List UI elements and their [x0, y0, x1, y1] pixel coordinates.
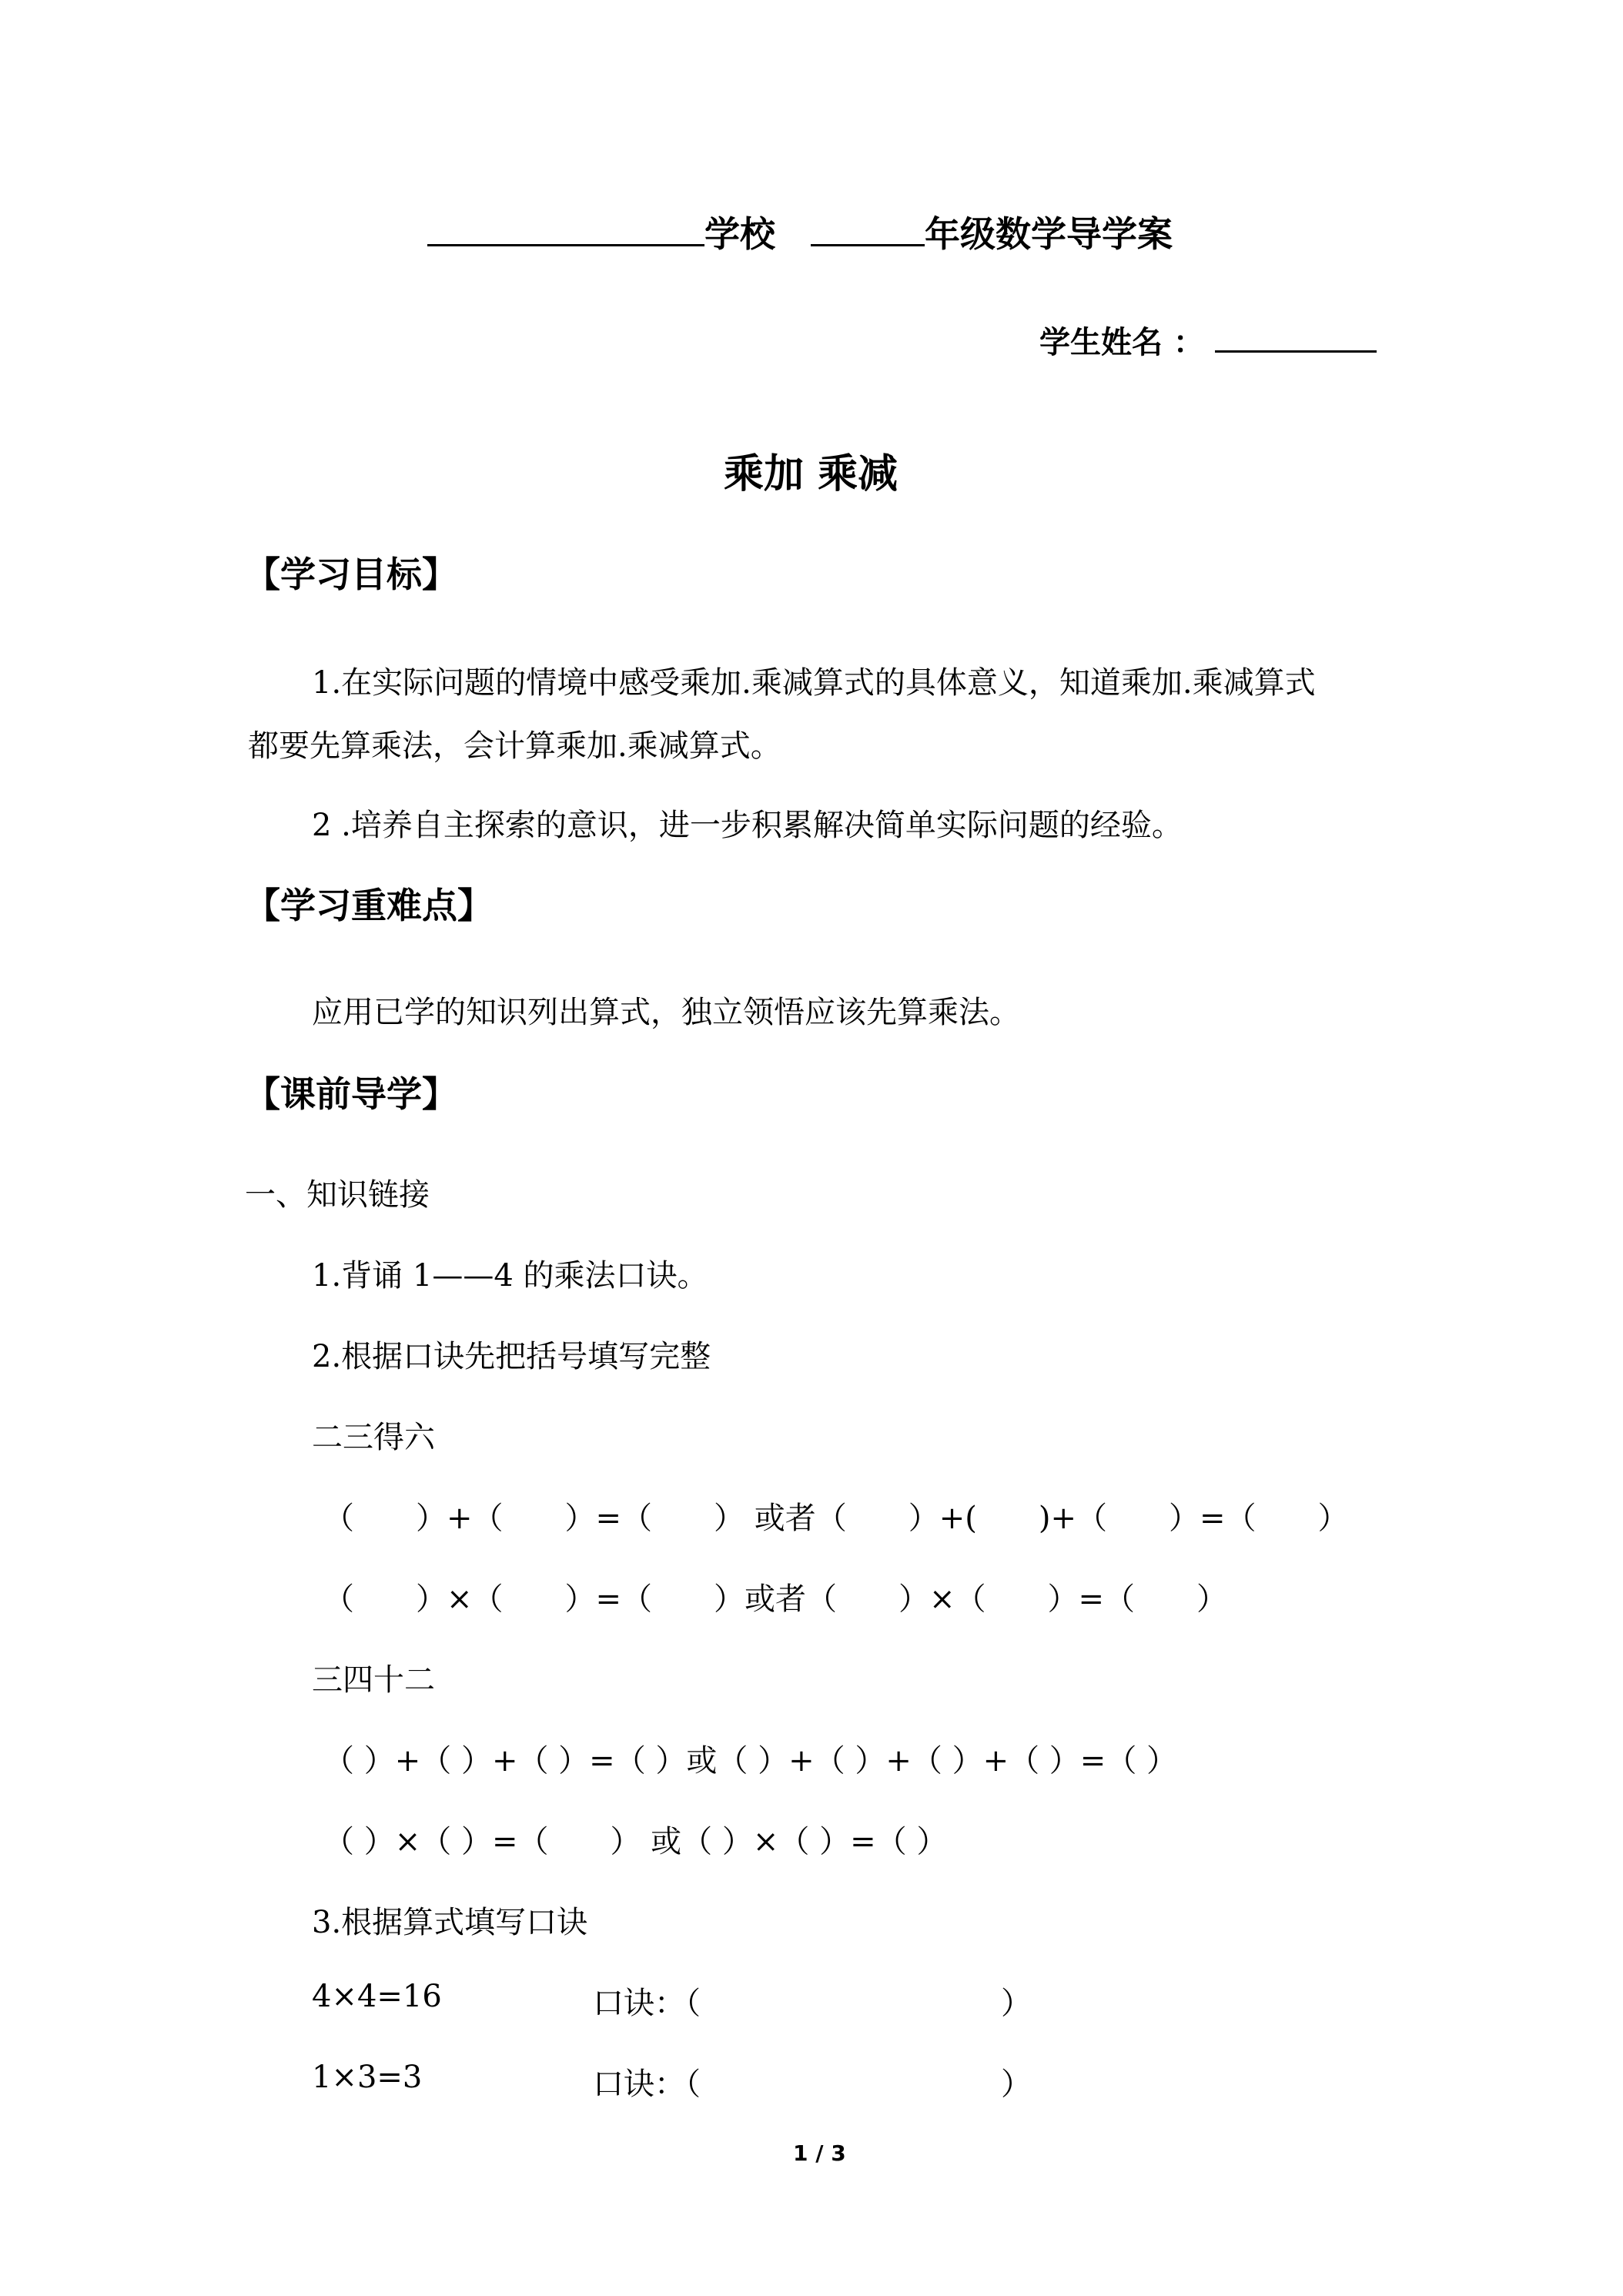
preview-heading: 【课前导学】: [245, 1073, 457, 1115]
goals-heading: 【学习目标】: [245, 554, 457, 595]
rhyme-2: 三四十二: [312, 1662, 435, 1698]
rhyme-1: 二三得六: [312, 1420, 435, 1455]
page-number: 1 / 3: [793, 2140, 846, 2166]
knowledge-item-2: 2.根据口诀先把括号填写完整: [312, 1339, 711, 1374]
school-label: 学校: [704, 213, 775, 255]
lesson-title: 乘加 乘减: [724, 451, 899, 497]
equation-row-2[interactable]: （ ）×（ ）=（ ）或者（ ）×（ ）=（ ）: [323, 1581, 1228, 1617]
goal-1-line-1: 1.在实际问题的情境中感受乘加.乘减算式的具体意义，知道乘加.乘减算式: [312, 665, 1316, 701]
equation-row-1[interactable]: （ ）+（ ）=（ ） 或者（ ）+( )+（ ）=（ ）: [323, 1501, 1349, 1536]
goal-2: 2 .培养自主探索的意识，进一步积累解决简单实际问题的经验。: [312, 808, 1183, 843]
mnemonic-close-2: ）: [1001, 2067, 1032, 2102]
knowledge-heading: 一、知识链接: [245, 1177, 430, 1213]
knowledge-item-1: 1.背诵 1——4 的乘法口诀。: [312, 1258, 708, 1294]
grade-blank[interactable]: [811, 243, 925, 246]
equation-row-3[interactable]: （ ）+（ ）+（ ）=（ ）或（ ）+（ ）+（ ）+（ ）=（ ）: [323, 1743, 1178, 1779]
grade-label: 年级数学导学案: [925, 213, 1173, 255]
goal-1-line-2: 都要先算乘法，会计算乘加.乘减算式。: [248, 728, 781, 764]
mnemonic-close-1: ）: [1001, 1986, 1032, 2021]
equation-row-4[interactable]: （ ）×（ ）=（ ） 或（ ）×（ ）=（ ）: [323, 1824, 948, 1859]
school-name-blank[interactable]: [427, 243, 704, 246]
knowledge-item-3: 3.根据算式填写口诀: [312, 1905, 588, 1940]
difficulty-heading: 【学习重难点】: [245, 885, 493, 926]
student-name-label: 学生姓名 ：: [1039, 325, 1204, 360]
formula-2: 1×3=3: [312, 2060, 423, 2095]
mnemonic-label-1: 口诀：（: [593, 1986, 701, 2021]
student-name-blank[interactable]: [1215, 350, 1377, 353]
mnemonic-label-2: 口诀：（: [593, 2067, 701, 2102]
student-name-line: [1039, 318, 1377, 362]
difficulty-text: 应用已学的知识列出算式，独立领悟应该先算乘法。: [312, 995, 1020, 1030]
worksheet-header: [427, 206, 1173, 257]
formula-1: 4×4=16: [312, 1979, 442, 2014]
